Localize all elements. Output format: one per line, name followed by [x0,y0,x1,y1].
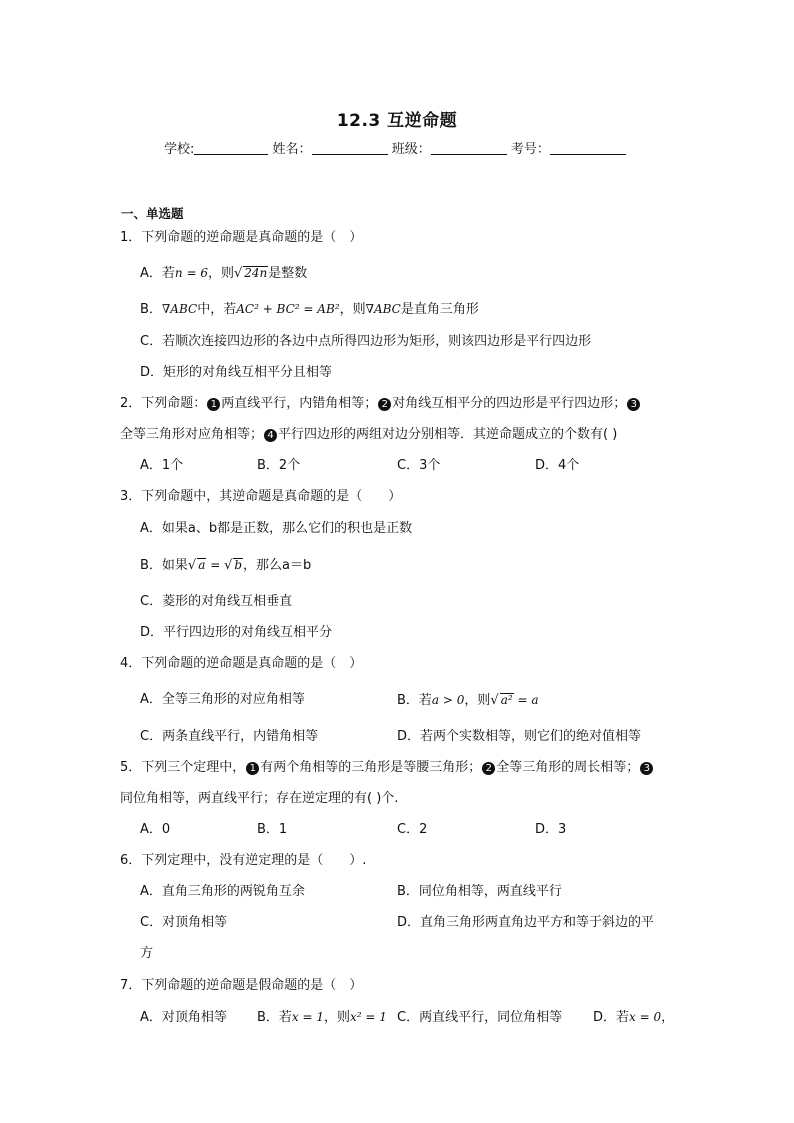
q2-stem-line2: 全等三角形对应角相等； 4 平行四边形的两组对边分别相等．其逆命题成立的个数有( ) [120,427,618,442]
q3-option-b: B．如果√ a = √ b，那么a＝b [140,558,312,573]
q5-option-b: B．1 [257,822,288,837]
q2-option-c: C．3个 [397,458,441,473]
q3-option-a: A．如果a、b都是正数，那么它们的积也是正数 [140,521,413,536]
circled-number-icon: 3 [627,398,640,411]
q6-option-d-continued: 方 [140,946,154,961]
q1-a-radical: 24n [244,266,268,280]
q1-option-a: A．若n = 6，则√ 24n是整数 [140,266,308,281]
number-blank [550,141,626,155]
q6-option-b: B．同位角相等，两直线平行 [397,884,562,899]
q1-b-equation: AC² + BC² = AB² [236,302,340,316]
q1-option-d: D．矩形的对角线互相平分且相等 [140,365,333,380]
q7-stem: 7．下列命题的逆命题是假命题的是（ ） [120,978,363,993]
number-label: 考号： [510,142,550,157]
q7-option-d: D．若x = 0， [593,1010,675,1025]
q1-option-c: C．若顺次连接四边形的各边中点所得四边形为矩形，则该四边形是平行四边形 [140,334,592,349]
school-label: 学校: [164,142,195,157]
q3-option-c: C．菱形的对角线互相垂直 [140,594,293,609]
q3-option-d: D．平行四边形的对角线互相平分 [140,625,333,640]
q4-option-d: D．若两个实数相等，则它们的绝对值相等 [397,729,642,744]
q7-option-b: B．若x = 1，则x² = 1 [257,1010,387,1025]
q6-stem: 6．下列定理中，没有逆定理的是（ ）. [120,853,367,868]
q2-option-a: A．1个 [140,458,184,473]
circled-number-icon: 1 [246,762,259,775]
q4-option-c: C．两条直线平行，内错角相等 [140,729,319,744]
q7-option-a: A．对顶角相等 [140,1010,227,1025]
class-blank [431,141,507,155]
q1-option-b: B．∇ABC中，若AC² + BC² = AB²，则∇ABC是直角三角形 [140,302,479,317]
circled-number-icon: 3 [640,762,653,775]
q5-option-a: A．0 [140,822,171,837]
q4-option-a: A．全等三角形的对应角相等 [140,692,305,707]
section-heading: 一、单选题 [121,206,184,221]
q4-stem: 4．下列命题的逆命题是真命题的是（ ） [120,656,363,671]
q2-option-b: B．2个 [257,458,301,473]
name-label: 姓名： [272,142,312,157]
circled-number-icon: 4 [264,429,277,442]
q3-stem: 3．下列命题中，其逆命题是真命题的是（ ） [120,489,402,504]
student-info-row [164,138,626,157]
q7-option-c: C．两直线平行，同位角相等 [397,1010,563,1025]
circled-number-icon: 2 [378,398,391,411]
circled-number-icon: 1 [207,398,220,411]
q5-option-d: D．3 [535,822,567,837]
q4-option-b: B．若a > 0，则√ a² = a [397,693,539,708]
q1-stem: 1．下列命题的逆命题是真命题的是（ ） [120,230,363,245]
circled-number-icon: 2 [482,762,495,775]
q2-stem-line1: 2．下列命题： 1 两直线平行，内错角相等； 2 对角线互相平分的四边形是平行四边形； 3 [120,397,641,411]
q6-option-d: D．直角三角形两直角边平方和等于斜边的平 [397,915,655,930]
q6-option-c: C．对顶角相等 [140,915,228,930]
q2-option-d: D．4个 [535,458,580,473]
q6-option-a: A．直角三角形的两锐角互余 [140,884,305,899]
page-title: 12.3 互逆命题 [336,111,458,131]
name-blank [312,141,388,155]
class-label: 班级： [391,142,431,157]
q5-option-c: C．2 [397,822,428,837]
q5-stem-line2: 同位角相等，两直线平行；存在逆定理的有( )个. [120,791,399,806]
q1-a-math: n = 6 [174,266,208,280]
school-blank [194,141,268,155]
q5-stem-line1: 5．下列三个定理中， 1 有两个角相等的三角形是等腰三角形； 2 全等三角形的周长相等； 3 [120,761,654,775]
